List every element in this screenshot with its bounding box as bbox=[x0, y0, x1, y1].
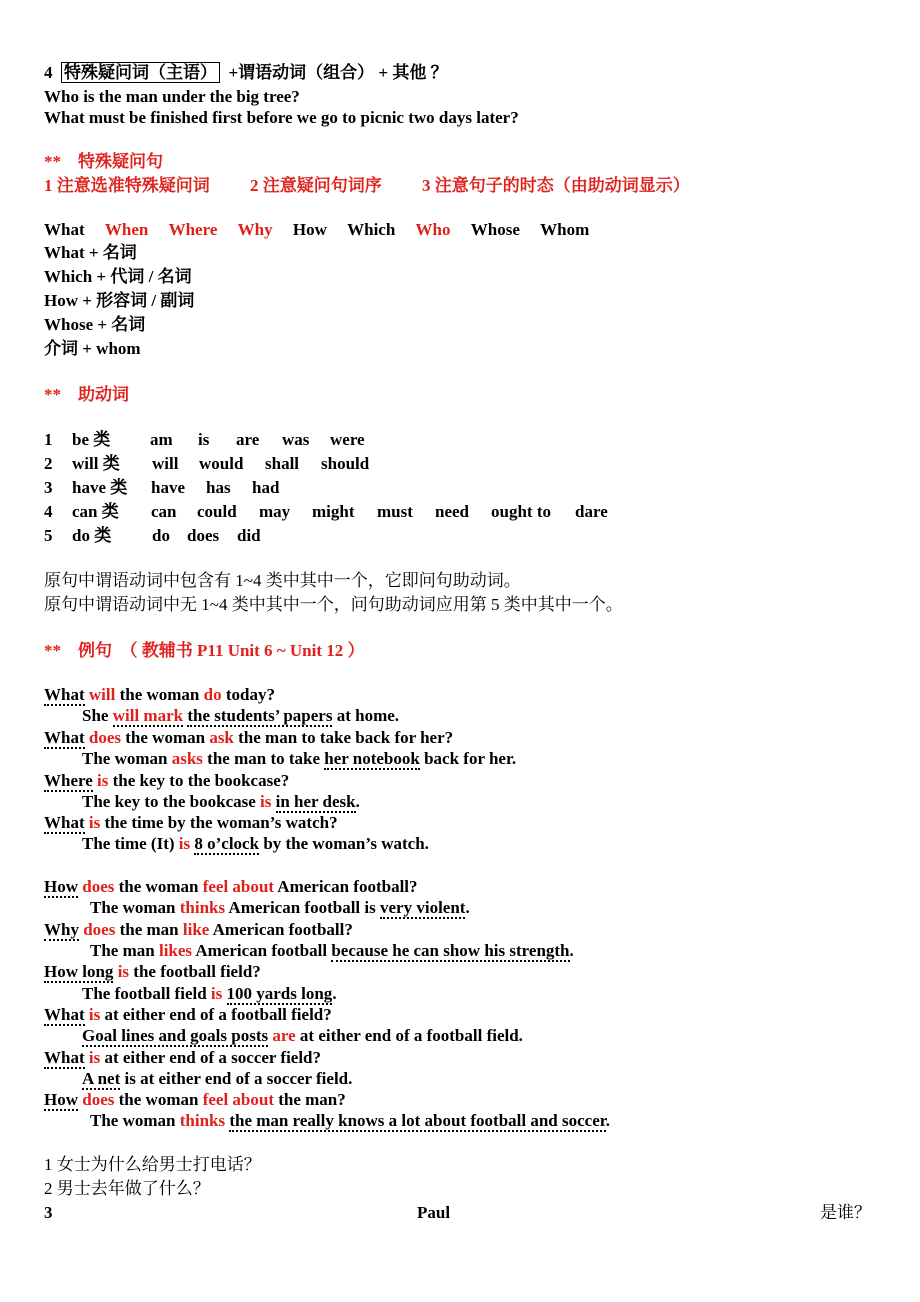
example-answer: The woman asks the man to take her notebook back for her. bbox=[82, 749, 517, 768]
example-answer: Goal lines and goals posts are at either end of a football field. bbox=[82, 1026, 523, 1045]
aux-row: 2 will 类 will would shall should bbox=[44, 454, 370, 473]
subject-question-rule: 4 特殊疑问词（主语） +谓语动词（组合） + 其他 ？ bbox=[44, 63, 448, 82]
example-answer: The football field is 100 yards long. bbox=[82, 984, 337, 1003]
section-heading: ** 例句 （ 教辅书 P11 Unit 6 ~ Unit 12 ） bbox=[44, 641, 365, 660]
combo-line: Which + 代词 / 名词 bbox=[44, 267, 192, 286]
question-number: 3 bbox=[44, 1203, 53, 1222]
rule-line: 原句中谓语动词中无 1~4 类中其中一个，问句助动词应用第 5 类中其中一个。 bbox=[44, 595, 623, 614]
example-question: What does the woman ask the man to take back for her? bbox=[44, 728, 454, 747]
example-question: How does the woman feel about the man? bbox=[44, 1090, 346, 1109]
example-question: Where is the key to the bookcase? bbox=[44, 771, 290, 790]
question-line: 1 女士为什么给男士打电话？ bbox=[44, 1155, 261, 1174]
aux-row: 5 do 类 do does did bbox=[44, 526, 261, 545]
example-question: What is at either end of a football field? bbox=[44, 1005, 332, 1024]
tips-line: 1 注意选准特殊疑问词 2 注意疑问句词序 3 注意句子的时态（由助动词显示） bbox=[44, 176, 690, 195]
example-sentence: Who is the man under the big tree? bbox=[44, 87, 300, 106]
combo-line: What + 名词 bbox=[44, 243, 137, 262]
question-word-list: What When Where Why How Which Who Whose Whom bbox=[44, 220, 590, 239]
section-heading: ** 助动词 bbox=[44, 385, 129, 404]
combo-line: Whose + 名词 bbox=[44, 315, 146, 334]
aux-row: 1 be 类 am is are was were bbox=[44, 430, 365, 449]
example-answer: The key to the bookcase is in her desk. bbox=[82, 792, 360, 811]
example-question: Why does the man like American football? bbox=[44, 920, 353, 939]
rule-line: 原句中谓语动词中包含有 1~4 类中其中一个，它即问句助动词。 bbox=[44, 571, 521, 590]
question-end: 是谁？ bbox=[820, 1203, 871, 1222]
combo-line: How + 形容词 / 副词 bbox=[44, 291, 195, 310]
example-sentence: What must be finished first before we go to picnic two days later? bbox=[44, 108, 519, 127]
example-question: What is the time by the woman’s watch? bbox=[44, 813, 338, 832]
example-answer: A net is at either end of a soccer field. bbox=[82, 1069, 353, 1088]
aux-row: 4 can 类 can could may might must need ought to dare bbox=[44, 502, 608, 521]
example-answer: The woman thinks the man really knows a lot about football and soccer. bbox=[90, 1111, 610, 1130]
special-question-word-box: 特殊疑问词（主语） bbox=[61, 62, 220, 83]
example-answer: The woman thinks American football is very violent. bbox=[90, 898, 470, 917]
combo-line: 介词 + whom bbox=[44, 339, 141, 358]
example-question: What is at either end of a soccer field? bbox=[44, 1048, 322, 1067]
example-answer: The man likes American football because he can show his strength. bbox=[90, 941, 574, 960]
example-question: How long is the football field? bbox=[44, 962, 261, 981]
example-answer: She will mark the students’ papers at home. bbox=[82, 706, 400, 725]
question-line: 2 男士去年做了什么？ bbox=[44, 1179, 210, 1198]
aux-row: 3 have 类 have has had bbox=[44, 478, 280, 497]
example-answer: The time (It) is 8 o’clock by the woman’s watch. bbox=[82, 834, 429, 853]
example-question: What will the woman do today? bbox=[44, 685, 275, 704]
section-heading: ** 特殊疑问句 bbox=[44, 152, 163, 171]
question-name: Paul bbox=[417, 1203, 451, 1222]
example-question: How does the woman feel about American football? bbox=[44, 877, 418, 896]
